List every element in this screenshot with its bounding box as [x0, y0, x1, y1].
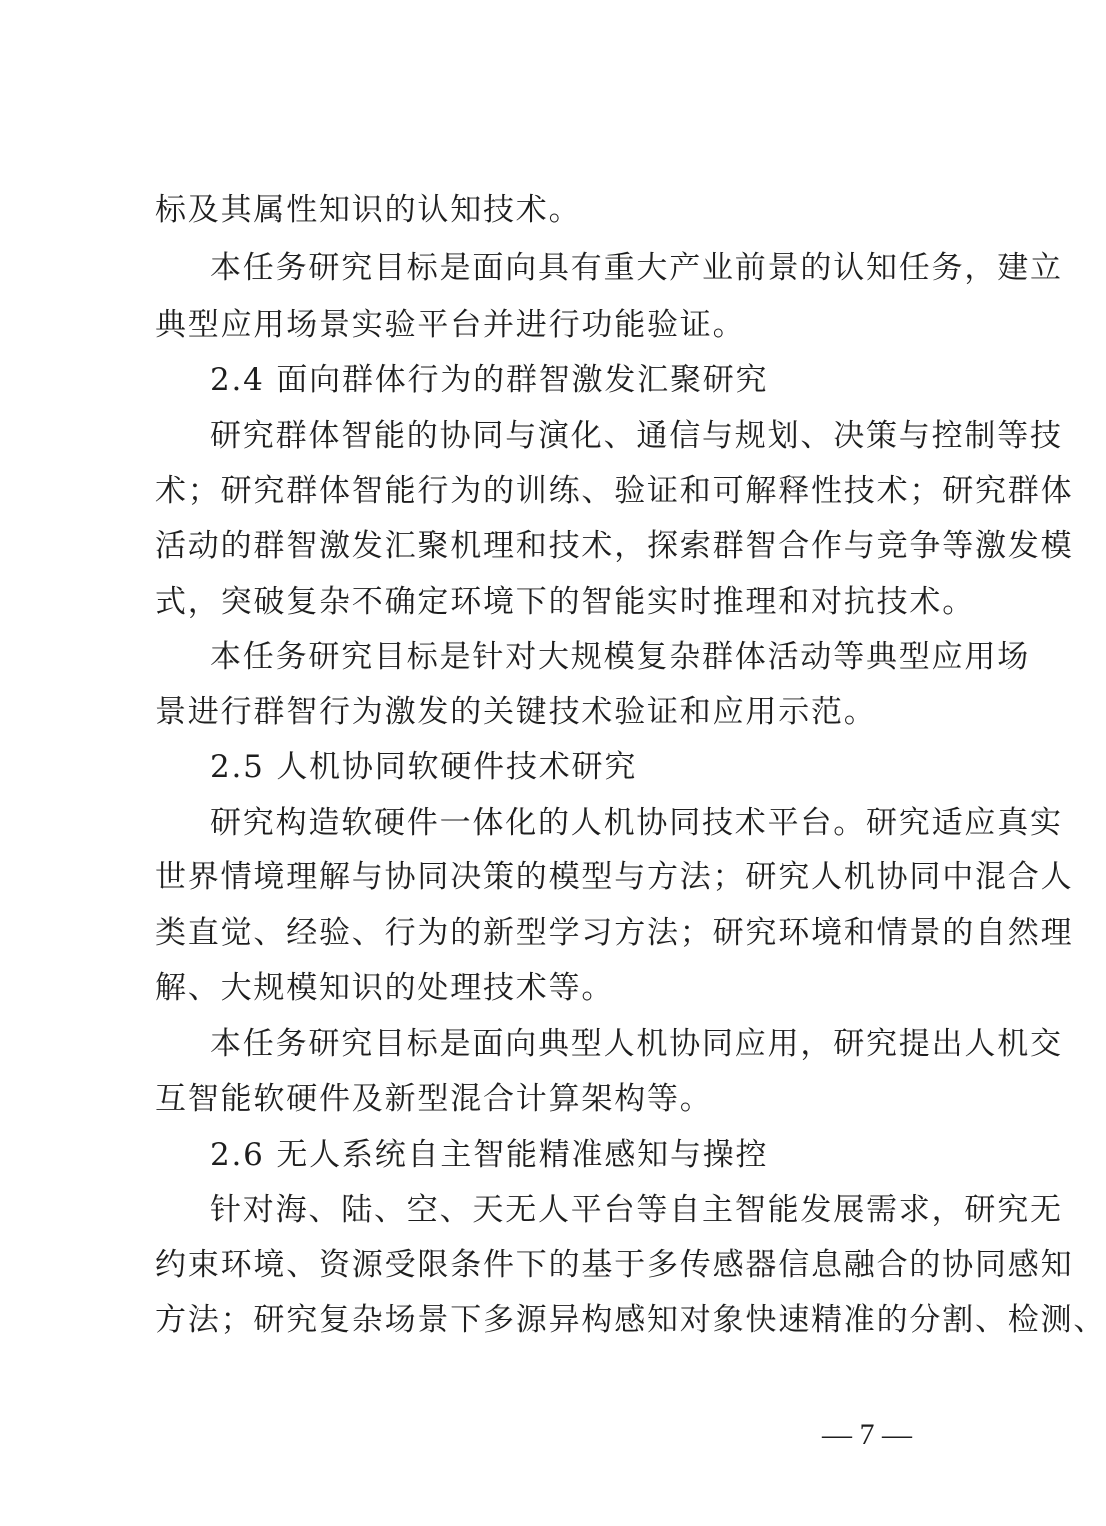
- body-text-line: 典型应用场景实验平台并进行功能验证。: [155, 307, 746, 343]
- section-heading-2-5: 2.5 人机协同软硬件技术研究: [210, 749, 638, 785]
- page-number: — 7 —: [822, 1418, 912, 1451]
- paragraph-first-line: 本任务研究目标是针对大规模复杂群体活动等典型应用场: [210, 639, 1030, 675]
- body-text-line: 类直觉、经验、行为的新型学习方法；研究环境和情景的自然理: [155, 915, 1074, 951]
- paragraph-first-line: 研究群体智能的协同与演化、通信与规划、决策与控制等技: [210, 418, 1063, 454]
- body-text-line: 方法；研究复杂场景下多源异构感知对象快速精准的分割、检测、: [155, 1302, 1106, 1338]
- body-text-line: 活动的群智激发汇聚机理和技术，探索群智合作与竞争等激发模: [155, 528, 1074, 564]
- section-heading-2-4: 2.4 面向群体行为的群智激发汇聚研究: [210, 362, 769, 398]
- body-text-line: 世界情境理解与协同决策的模型与方法；研究人机协同中混合人: [155, 859, 1074, 895]
- body-text-line: 约束环境、资源受限条件下的基于多传感器信息融合的协同感知: [155, 1247, 1074, 1283]
- paragraph-first-line: 针对海、陆、空、天无人平台等自主智能发展需求，研究无: [210, 1192, 1063, 1228]
- section-heading-2-6: 2.6 无人系统自主智能精准感知与操控: [210, 1137, 769, 1173]
- paragraph-first-line: 本任务研究目标是面向具有重大产业前景的认知任务，建立: [210, 250, 1063, 286]
- body-text-line: 式，突破复杂不确定环境下的智能实时推理和对抗技术。: [155, 584, 975, 620]
- body-text-line: 术；研究群体智能行为的训练、验证和可解释性技术；研究群体: [155, 473, 1074, 509]
- body-text-line: 标及其属性知识的认知技术。: [155, 192, 582, 228]
- body-text-line: 互智能软硬件及新型混合计算架构等。: [155, 1081, 713, 1117]
- body-text-line: 解、大规模知识的处理技术等。: [155, 970, 615, 1006]
- paragraph-first-line: 研究构造软硬件一体化的人机协同技术平台。研究适应真实: [210, 805, 1063, 841]
- body-text-line: 景进行群智行为激发的关键技术验证和应用示范。: [155, 694, 877, 730]
- paragraph-first-line: 本任务研究目标是面向典型人机协同应用，研究提出人机交: [210, 1026, 1063, 1062]
